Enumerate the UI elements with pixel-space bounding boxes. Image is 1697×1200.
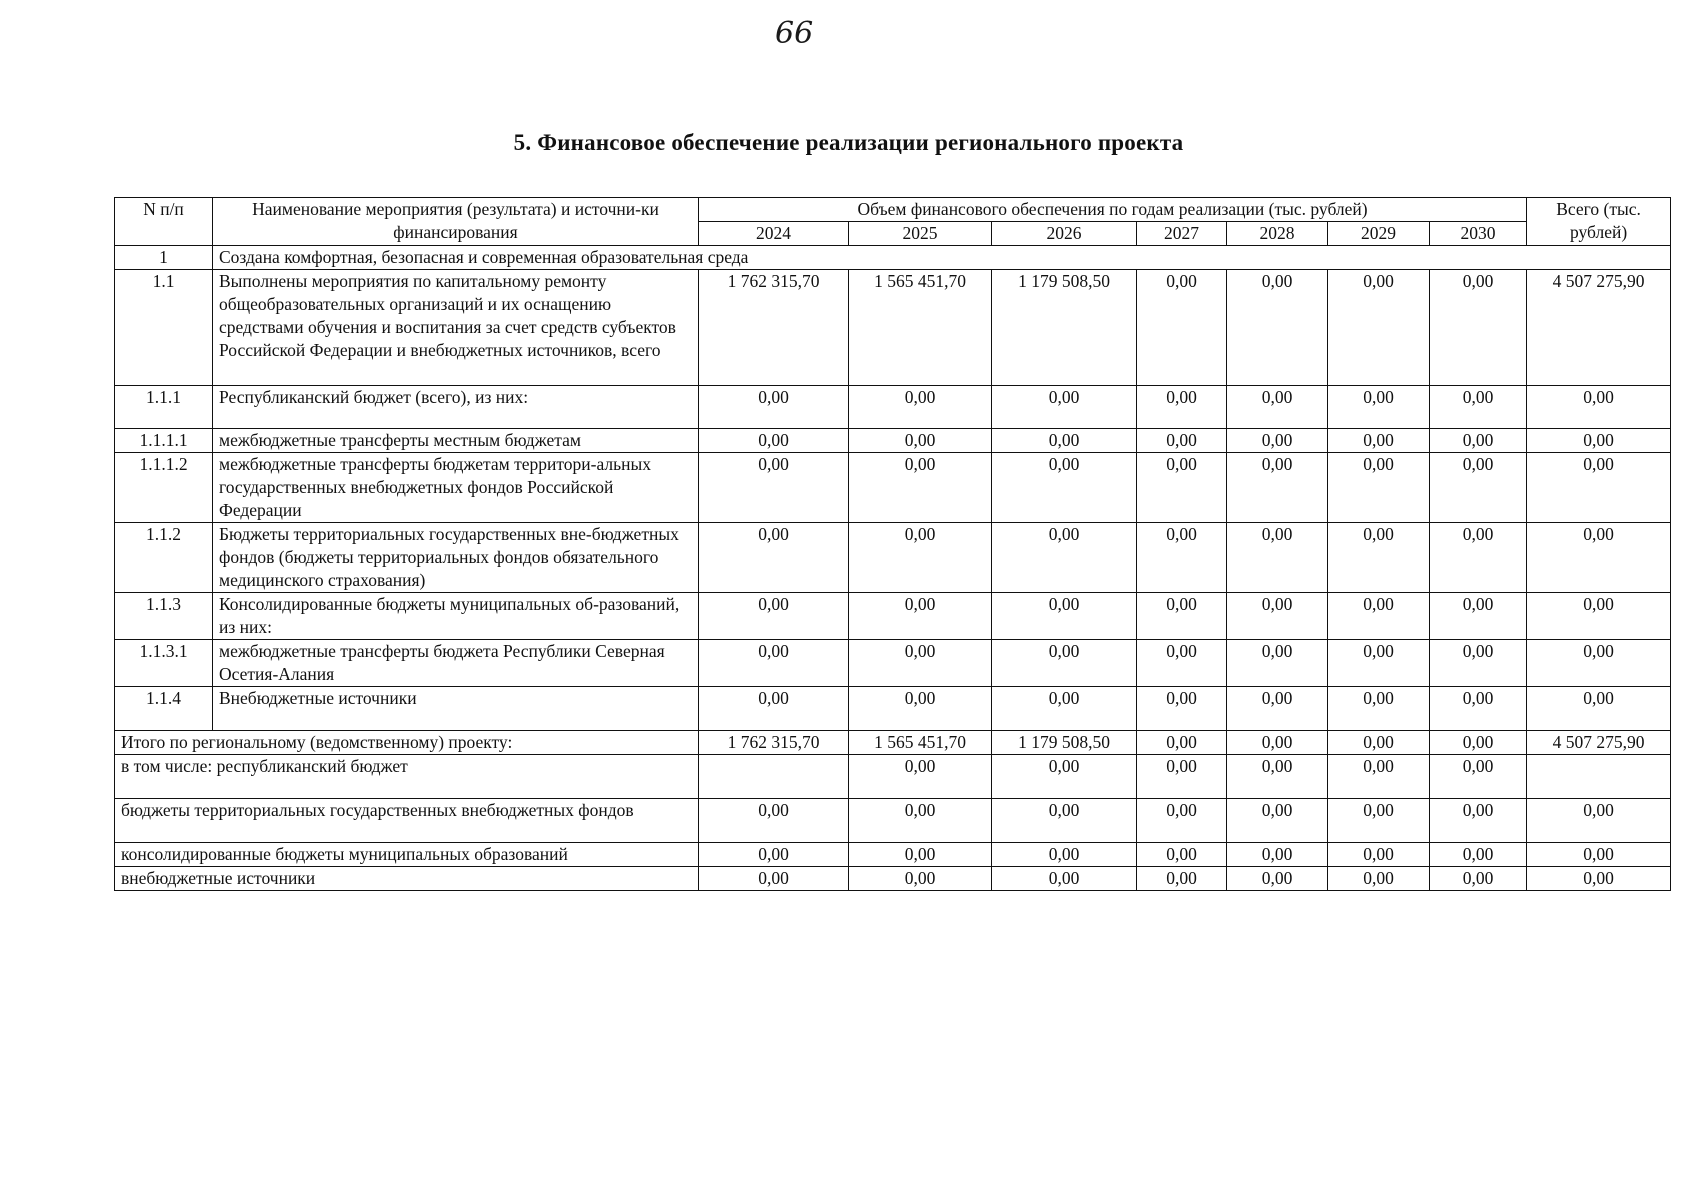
summary-value: 0,00 (1137, 843, 1227, 867)
row-num: 1.1.4 (115, 687, 213, 731)
row-value: 0,00 (1137, 523, 1227, 593)
table-row (115, 523, 1671, 593)
row-name: Консолидированные бюджеты муниципальных об-разований, из них: (213, 593, 699, 640)
row-value: 1 565 451,70 (849, 270, 992, 386)
summary-name: в том числе: республиканский бюджет (115, 755, 699, 799)
summary-name: Итого по региональному (ведомственному) проекту: (115, 731, 699, 755)
summary-value: 0,00 (1137, 731, 1227, 755)
row-value: 0,00 (849, 386, 992, 429)
row-value: 0,00 (1227, 386, 1328, 429)
row-value: 0,00 (1227, 429, 1328, 453)
header-volume: Объем финансового обеспечения по годам реализации (тыс. рублей) (699, 198, 1527, 222)
row-value: 0,00 (1430, 687, 1527, 731)
summary-total: 0,00 (1527, 799, 1671, 843)
row-value: 1 179 508,50 (992, 270, 1137, 386)
summary-row (115, 731, 1671, 755)
summary-value: 0,00 (1430, 867, 1527, 891)
row-value: 0,00 (1137, 453, 1227, 523)
page-number: 66 (775, 16, 814, 51)
summary-value: 0,00 (1137, 867, 1227, 891)
summary-value: 0,00 (1328, 731, 1430, 755)
header-year: 2029 (1328, 222, 1430, 246)
row-num: 1.1.1.1 (115, 429, 213, 453)
row-num: 1.1.1.2 (115, 453, 213, 523)
row-value: 0,00 (1227, 687, 1328, 731)
row-value: 0,00 (1137, 687, 1227, 731)
summary-value: 0,00 (699, 843, 849, 867)
summary-value: 0,00 (992, 867, 1137, 891)
header-year: 2024 (699, 222, 849, 246)
row-value: 0,00 (992, 386, 1137, 429)
row-value: 0,00 (1328, 429, 1430, 453)
row-value: 0,00 (699, 453, 849, 523)
row-num: 1.1.3 (115, 593, 213, 640)
row-value: 0,00 (1430, 453, 1527, 523)
row-name: Бюджеты территориальных государственных вне-бюджетных фондов (бюджеты территориальных фондов обязательного медицинского страхования) (213, 523, 699, 593)
table-row (115, 386, 1671, 429)
row-value: 0,00 (992, 429, 1137, 453)
row-value: 0,00 (849, 593, 992, 640)
row-value: 0,00 (699, 386, 849, 429)
row-value: 0,00 (1328, 386, 1430, 429)
summary-value: 0,00 (699, 867, 849, 891)
summary-total: 0,00 (1527, 867, 1671, 891)
row-value: 0,00 (1227, 593, 1328, 640)
summary-value: 0,00 (849, 799, 992, 843)
row-value: 0,00 (849, 640, 992, 687)
row-value: 0,00 (1137, 593, 1227, 640)
table-row (115, 687, 1671, 731)
row-name: Выполнены мероприятия по капитальному ремонту общеобразовательных организаций и их оснащению средствами обучения и воспитания за счет средств субъектов Российской Федерации и внебюджетных источников, всего (213, 270, 699, 386)
summary-value: 0,00 (1137, 799, 1227, 843)
row-value: 0,00 (849, 453, 992, 523)
header-year: 2027 (1137, 222, 1227, 246)
header-year: 2028 (1227, 222, 1328, 246)
row-total: 4 507 275,90 (1527, 270, 1671, 386)
summary-value: 0,00 (1227, 867, 1328, 891)
row-value: 0,00 (849, 429, 992, 453)
summary-value: 1 762 315,70 (699, 731, 849, 755)
row-name: межбюджетные трансферты местным бюджетам (213, 429, 699, 453)
row-value: 0,00 (1227, 523, 1328, 593)
summary-value: 0,00 (849, 755, 992, 799)
summary-total (1527, 755, 1671, 799)
section-name: Создана комфортная, безопасная и современная образовательная среда (213, 246, 1671, 270)
summary-value: 0,00 (1430, 843, 1527, 867)
row-value: 0,00 (1328, 453, 1430, 523)
summary-value: 0,00 (1328, 799, 1430, 843)
summary-value: 0,00 (992, 755, 1137, 799)
row-value: 0,00 (699, 687, 849, 731)
section-num: 1 (115, 246, 213, 270)
row-value: 0,00 (1137, 429, 1227, 453)
summary-total: 4 507 275,90 (1527, 731, 1671, 755)
row-value: 0,00 (1328, 687, 1430, 731)
header-num: N п/п (115, 198, 213, 246)
row-value: 0,00 (1430, 429, 1527, 453)
table-row (115, 640, 1671, 687)
summary-value: 0,00 (849, 867, 992, 891)
summary-total: 0,00 (1527, 843, 1671, 867)
row-value: 0,00 (1430, 270, 1527, 386)
row-value: 0,00 (1137, 386, 1227, 429)
summary-value (699, 755, 849, 799)
table-row (115, 453, 1671, 523)
row-value: 0,00 (1328, 640, 1430, 687)
row-value: 1 762 315,70 (699, 270, 849, 386)
row-value: 0,00 (1137, 640, 1227, 687)
row-total: 0,00 (1527, 640, 1671, 687)
summary-name: консолидированные бюджеты муниципальных образований (115, 843, 699, 867)
table-header-row (115, 198, 1671, 222)
summary-value: 0,00 (1227, 799, 1328, 843)
financing-table (114, 197, 1671, 891)
summary-value: 0,00 (1430, 799, 1527, 843)
summary-value: 0,00 (992, 843, 1137, 867)
row-total: 0,00 (1527, 687, 1671, 731)
row-name: Внебюджетные источники (213, 687, 699, 731)
row-value: 0,00 (992, 640, 1137, 687)
summary-value: 0,00 (849, 843, 992, 867)
summary-value: 0,00 (1328, 867, 1430, 891)
row-value: 0,00 (1137, 270, 1227, 386)
row-num: 1.1 (115, 270, 213, 386)
summary-value: 0,00 (1227, 731, 1328, 755)
row-value: 0,00 (699, 593, 849, 640)
summary-value: 1 179 508,50 (992, 731, 1137, 755)
summary-row (115, 867, 1671, 891)
row-value: 0,00 (699, 429, 849, 453)
summary-row (115, 799, 1671, 843)
row-value: 0,00 (992, 523, 1137, 593)
summary-row (115, 755, 1671, 799)
table-row (115, 270, 1671, 386)
row-total: 0,00 (1527, 429, 1671, 453)
row-name: Республиканский бюджет (всего), из них: (213, 386, 699, 429)
row-value: 0,00 (1328, 593, 1430, 640)
row-value: 0,00 (1430, 640, 1527, 687)
summary-value: 0,00 (1227, 755, 1328, 799)
header-total: Всего (тыс. рублей) (1527, 198, 1671, 246)
row-value: 0,00 (1227, 453, 1328, 523)
row-name: межбюджетные трансферты бюджетам территори-альных государственных внебюджетных фондов Российской Федерации (213, 453, 699, 523)
row-value: 0,00 (992, 687, 1137, 731)
row-num: 1.1.3.1 (115, 640, 213, 687)
summary-value: 0,00 (1430, 731, 1527, 755)
summary-value: 0,00 (1328, 755, 1430, 799)
row-value: 0,00 (1227, 270, 1328, 386)
row-num: 1.1.1 (115, 386, 213, 429)
header-year: 2030 (1430, 222, 1527, 246)
section-row (115, 246, 1671, 270)
row-total: 0,00 (1527, 593, 1671, 640)
summary-value: 0,00 (1137, 755, 1227, 799)
row-value: 0,00 (699, 640, 849, 687)
summary-value: 0,00 (1227, 843, 1328, 867)
row-value: 0,00 (1430, 386, 1527, 429)
summary-value: 0,00 (992, 799, 1137, 843)
row-value: 0,00 (992, 593, 1137, 640)
summary-value: 1 565 451,70 (849, 731, 992, 755)
row-name: межбюджетные трансферты бюджета Республики Северная Осетия-Алания (213, 640, 699, 687)
row-value: 0,00 (992, 453, 1137, 523)
table-row (115, 593, 1671, 640)
row-value: 0,00 (1430, 523, 1527, 593)
header-name: Наименование мероприятия (результата) и источни-ки финансирования (213, 198, 699, 246)
row-value: 0,00 (1328, 523, 1430, 593)
row-total: 0,00 (1527, 386, 1671, 429)
row-total: 0,00 (1527, 453, 1671, 523)
summary-value: 0,00 (1328, 843, 1430, 867)
row-value: 0,00 (1227, 640, 1328, 687)
summary-value: 0,00 (699, 799, 849, 843)
summary-value: 0,00 (1430, 755, 1527, 799)
row-value: 0,00 (1430, 593, 1527, 640)
row-value: 0,00 (1328, 270, 1430, 386)
header-year: 2026 (992, 222, 1137, 246)
summary-name: бюджеты территориальных государственных внебюджетных фондов (115, 799, 699, 843)
row-total: 0,00 (1527, 523, 1671, 593)
row-num: 1.1.2 (115, 523, 213, 593)
summary-row (115, 843, 1671, 867)
header-year: 2025 (849, 222, 992, 246)
row-value: 0,00 (699, 523, 849, 593)
row-value: 0,00 (849, 523, 992, 593)
section-title: 5. Финансовое обеспечение реализации регионального проекта (513, 130, 1184, 155)
summary-name: внебюджетные источники (115, 867, 699, 891)
row-value: 0,00 (849, 687, 992, 731)
table-row (115, 429, 1671, 453)
